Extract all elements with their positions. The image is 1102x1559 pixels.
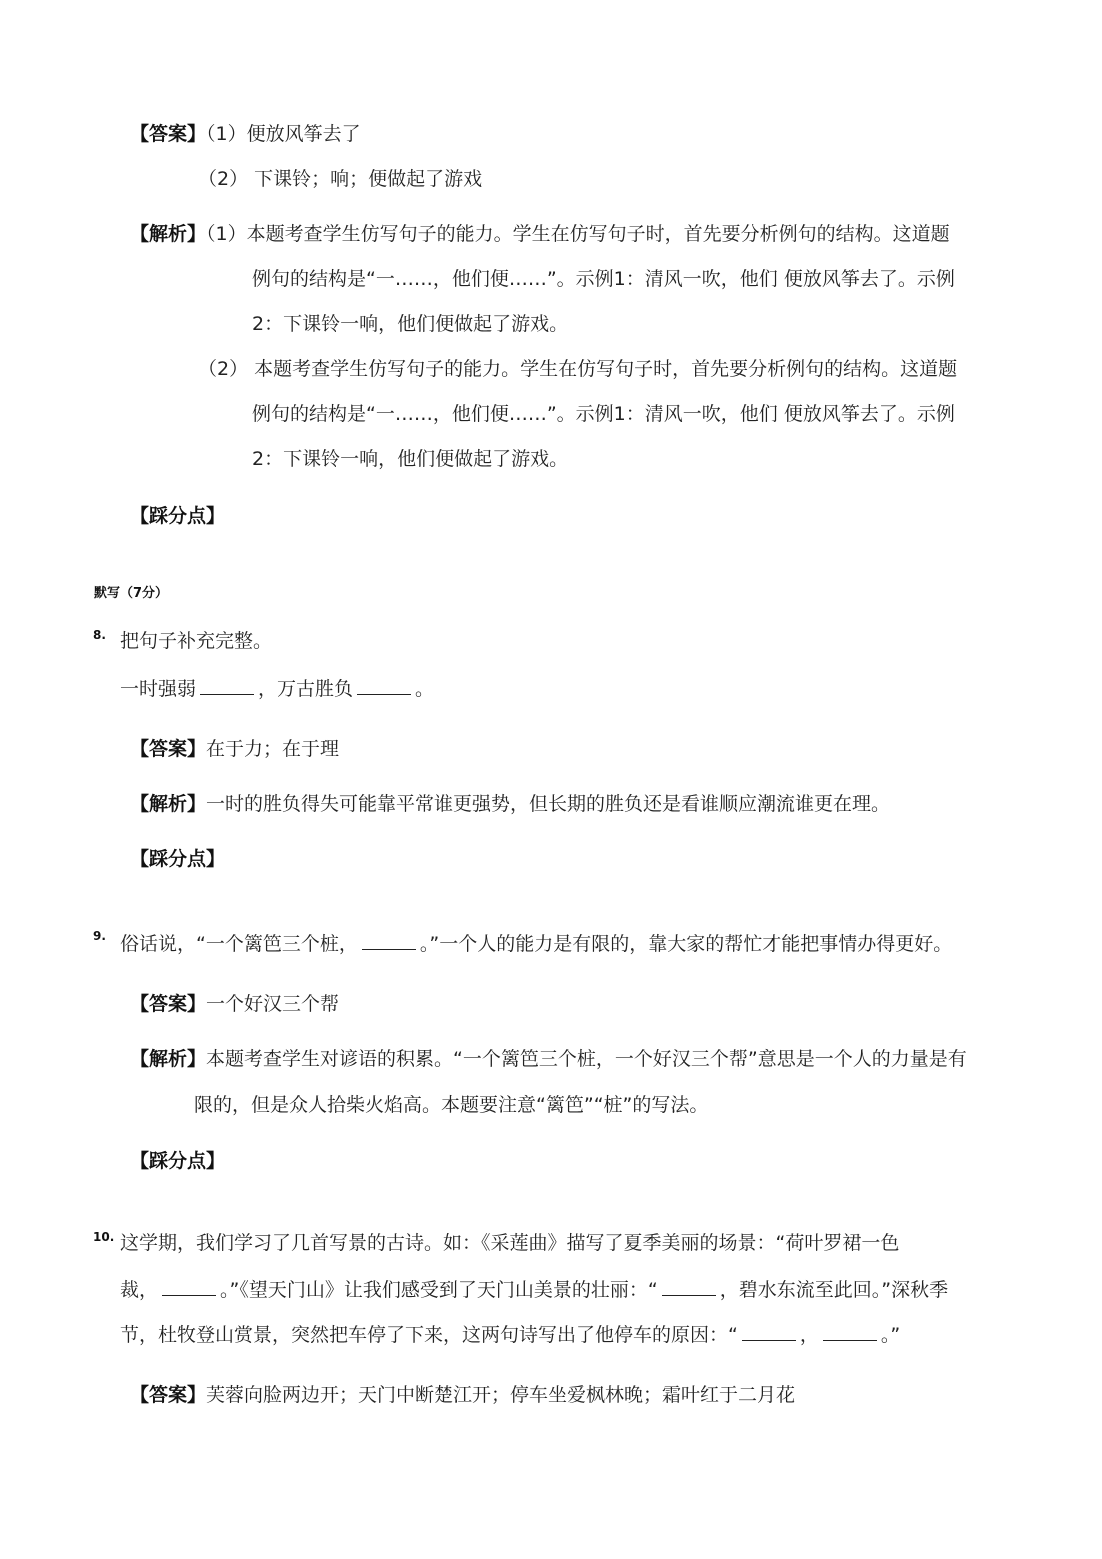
q9-analysis-l1: 本题考查学生对谚语的积累。“一个篱笆三个桩，一个好汉三个帮”意思是一个人的力量是有 <box>206 1048 967 1070</box>
q8-analysis-line <box>130 795 890 814</box>
q8-points-tag: 【踩分点】 <box>130 848 226 870</box>
q7-analysis-p1-l1: （1）本题考查学生仿写句子的能力。学生在仿写句子时，首先要分析例句的结构。这道题 <box>206 223 950 245</box>
q10-line2-a: 裁， <box>120 1279 159 1301</box>
q8-answer-line <box>130 740 339 759</box>
q7-answer-tag: 【答案】 <box>130 123 207 145</box>
q8-fill-a: 一时强弱 <box>120 678 197 700</box>
q10-blank-1[interactable] <box>162 1279 216 1296</box>
q8-blank-2[interactable] <box>357 678 411 695</box>
q7-analysis-p2-l2: 例句的结构是“一……，他们便……”。示例1：清风一吹，他们 便放风筝去了。示例 <box>252 403 955 425</box>
q10-answer-tag: 【答案】 <box>130 1384 207 1406</box>
q8-answer-text: 在于力；在于理 <box>206 738 340 760</box>
q7-analysis-line1 <box>130 225 950 244</box>
q9-analysis-tag: 【解析】 <box>130 1048 207 1070</box>
q10-line2-b: 。”《望天门山》让我们感受到了天门山美景的壮丽：“ <box>220 1279 658 1301</box>
q10-number: 10. <box>93 1230 115 1244</box>
q10-line1: 这学期，我们学习了几首写景的古诗。如：《采莲曲》描写了夏季美丽的场景：“荷叶罗裙一色 <box>120 1232 900 1254</box>
q8-analysis-tag: 【解析】 <box>130 793 207 815</box>
q8-answer-tag: 【答案】 <box>130 738 207 760</box>
q9-answer-line <box>130 995 339 1014</box>
q8-number: 8. <box>93 628 106 642</box>
q8-analysis-text: 一时的胜负得失可能靠平常谁更强势，但长期的胜负还是看谁顺应潮流谁更在理。 <box>206 793 891 815</box>
q9-prompt-a: 俗话说，“一个篱笆三个桩， <box>120 933 358 955</box>
q10-answer-text: 芙蓉向脸两边开；天门中断楚江开；停车坐爱枫林晚；霜叶红于二月花 <box>206 1384 796 1406</box>
q8-prompt: 把句子补充完整。 <box>120 630 273 652</box>
q8-blank-1[interactable] <box>200 678 254 695</box>
q7-analysis-p1-l2: 例句的结构是“一……，他们便……”。示例1：清风一吹，他们 便放风筝去了。示例 <box>252 268 955 290</box>
q7-analysis-p2-l3: 2：下课铃一响，他们便做起了游戏。 <box>252 448 569 470</box>
q8-fill-b: ，万古胜负 <box>258 678 354 700</box>
q9-number: 9. <box>93 929 106 943</box>
q8-fill-line <box>120 678 434 699</box>
section-title: 默写（7分） <box>94 586 169 601</box>
q7-analysis-p1-l3: 2：下课铃一响，他们便做起了游戏。 <box>252 313 569 335</box>
q9-answer-tag: 【答案】 <box>130 993 207 1015</box>
q9-analysis-line1 <box>130 1050 967 1069</box>
q7-answer-line1 <box>130 125 361 144</box>
q10-blank-4[interactable] <box>823 1324 877 1341</box>
q10-answer-line <box>130 1386 795 1405</box>
q10-line3-a: 节，杜牧登山赏景，突然把车停了下来，这两句诗写出了他停车的原因：“ <box>120 1324 738 1346</box>
q7-analysis-p2-l1: （2） 本题考查学生仿写句子的能力。学生在仿写句子时，首先要分析例句的结构。这道题 <box>198 358 958 380</box>
q10-blank-3[interactable] <box>742 1324 796 1341</box>
q9-blank-1[interactable] <box>362 933 416 950</box>
q7-analysis-tag: 【解析】 <box>130 223 207 245</box>
q9-answer-text: 一个好汉三个帮 <box>206 993 340 1015</box>
q7-answer-line2: （2） 下课铃；响；便做起了游戏 <box>198 168 483 190</box>
q9-prompt-b: 。”一个人的能力是有限的，靠大家的帮忙才能把事情办得更好。 <box>419 933 953 955</box>
q10-line3-b: ， <box>799 1324 819 1346</box>
q9-prompt <box>120 933 952 954</box>
q9-points-tag: 【踩分点】 <box>130 1150 226 1172</box>
q10-line2-c: ，碧水东流至此回。”深秋季 <box>719 1279 949 1301</box>
q7-answer-text1: （1）便放风筝去了 <box>206 123 361 145</box>
q10-line2 <box>120 1279 948 1300</box>
q10-blank-2[interactable] <box>662 1279 716 1296</box>
q9-analysis-l2: 限的，但是众人拾柴火焰高。本题要注意“篱笆”“桩”的写法。 <box>194 1094 709 1116</box>
q10-line3 <box>120 1324 900 1345</box>
q7-points-tag: 【踩分点】 <box>130 505 226 527</box>
q10-line3-c: 。” <box>880 1324 901 1346</box>
q8-fill-c: 。 <box>415 678 435 700</box>
